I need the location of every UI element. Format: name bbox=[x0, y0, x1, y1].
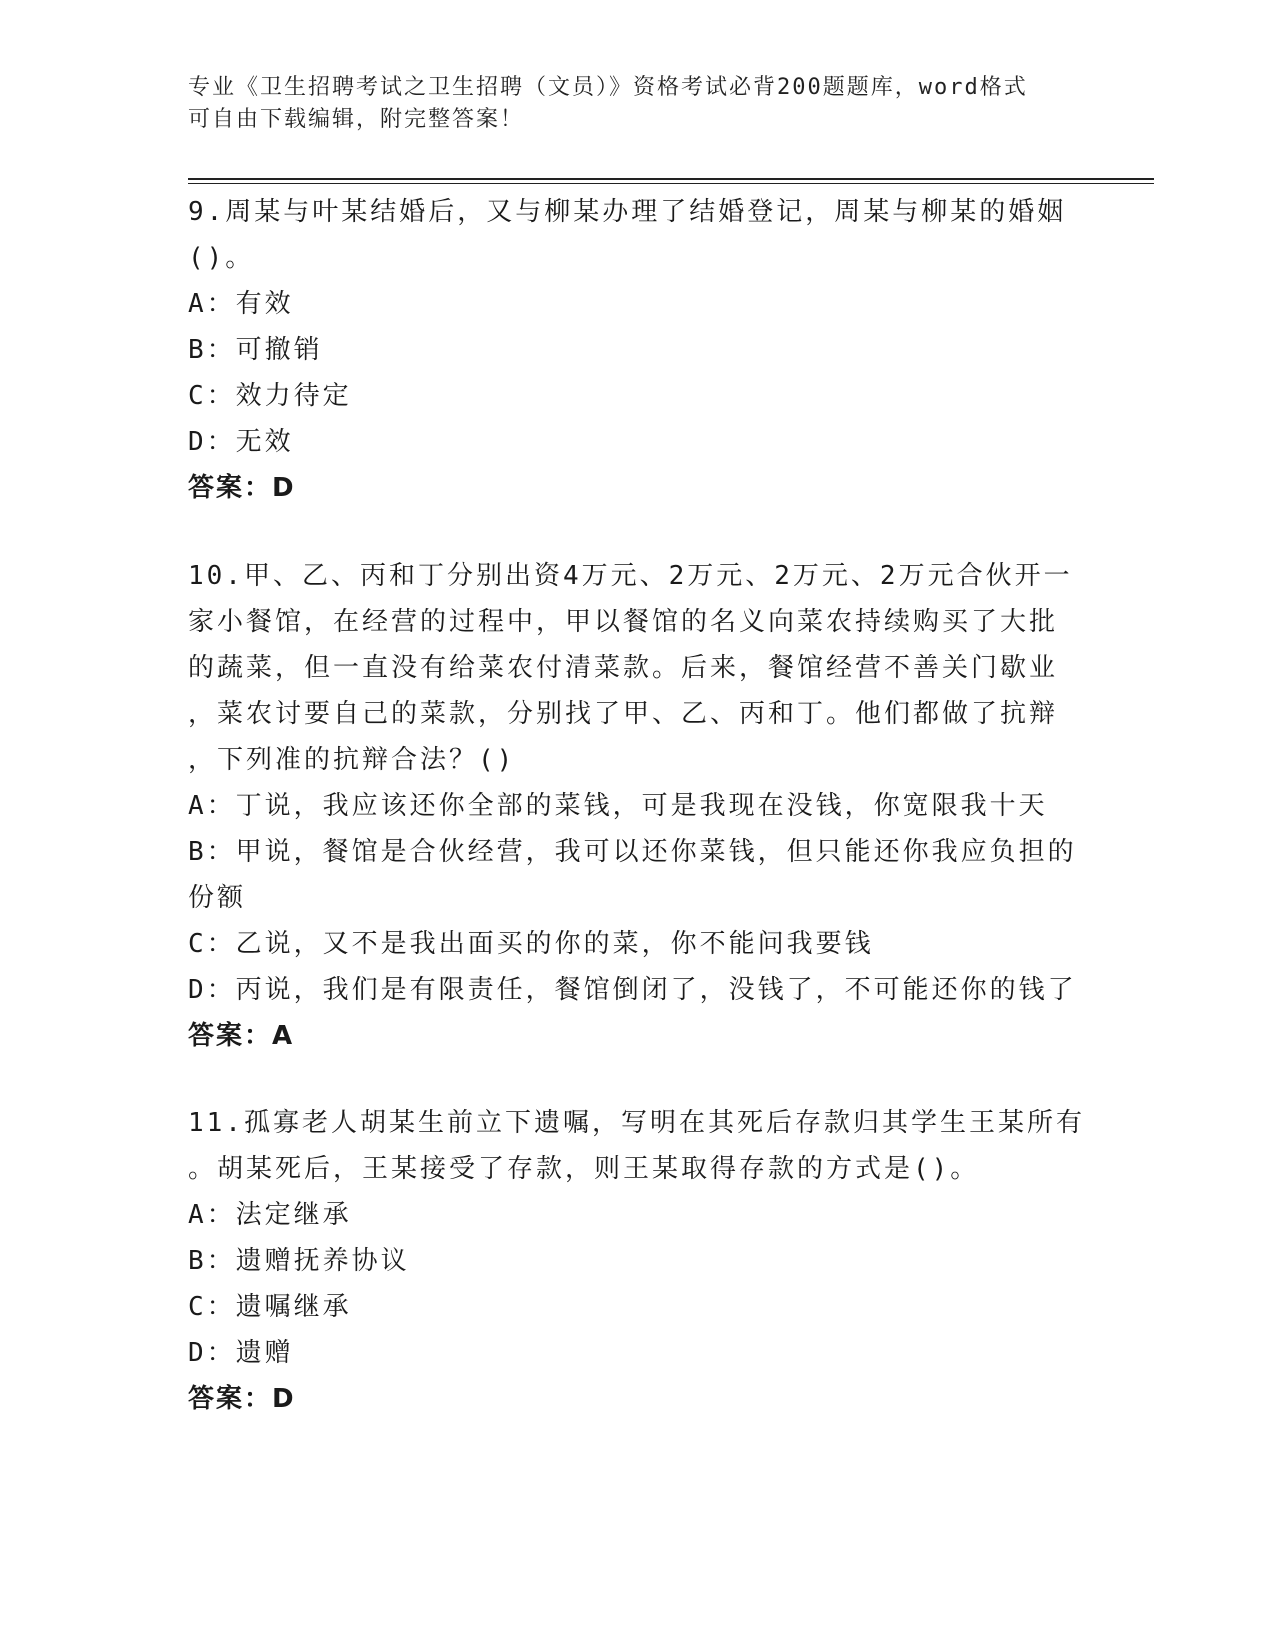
option-b: B：甲说，餐馆是合伙经营，我可以还你菜钱，但只能还你我应负担的 bbox=[188, 837, 1077, 867]
option-b-continuation: 份额 bbox=[188, 883, 247, 913]
question-text-line: ，菜农讨要自己的菜款，分别找了甲、乙、丙和丁。他们都做了抗辩 bbox=[188, 699, 1059, 729]
question-9 bbox=[188, 189, 1088, 511]
question-text-line: ，下列准的抗辩合法？() bbox=[188, 745, 516, 775]
question-text-line: 家小餐馆，在经营的过程中，甲以餐馆的名义向菜农持续购买了大批 bbox=[188, 607, 1059, 637]
option-c: C：遗嘱继承 bbox=[188, 1292, 352, 1322]
question-11 bbox=[188, 1100, 1088, 1422]
option-c: C：乙说，又不是我出面买的你的菜，你不能问我要钱 bbox=[188, 929, 874, 959]
option-a: A：法定继承 bbox=[188, 1200, 352, 1230]
option-d: D：遗赠 bbox=[188, 1338, 294, 1368]
option-a: A：有效 bbox=[188, 289, 294, 319]
question-text-line: 的蔬菜，但一直没有给菜农付清菜款。后来，餐馆经营不善关门歇业 bbox=[188, 653, 1059, 683]
option-b: B：遗赠抚养协议 bbox=[188, 1246, 410, 1276]
answer-label: 答案：D bbox=[188, 473, 296, 503]
header-line: 可自由下载编辑，附完整答案！ bbox=[188, 107, 525, 132]
option-d: D：丙说，我们是有限责任，餐馆倒闭了，没钱了，不可能还你的钱了 bbox=[188, 975, 1077, 1005]
question-text-line: 10.甲、乙、丙和丁分别出资4万元、2万元、2万元、2万元合伙开一 bbox=[188, 561, 1073, 591]
header-rule-thin bbox=[188, 183, 1154, 184]
question-text-line: 11.孤寡老人胡某生前立下遗嘱，写明在其死后存款归其学生王某所有 bbox=[188, 1108, 1085, 1138]
question-text-line: ()。 bbox=[188, 243, 255, 273]
question-10 bbox=[188, 553, 1088, 1059]
header-rule-thick bbox=[188, 178, 1154, 180]
option-a: A：丁说，我应该还你全部的菜钱，可是我现在没钱，你宽限我十天 bbox=[188, 791, 1048, 821]
answer-label: 答案：A bbox=[188, 1021, 295, 1051]
option-c: C：效力待定 bbox=[188, 381, 352, 411]
answer-label: 答案：D bbox=[188, 1384, 296, 1414]
option-b: B：可撤销 bbox=[188, 335, 323, 365]
header-line: 专业《卫生招聘考试之卫生招聘（文员）》资格考试必背200题题库，word格式 bbox=[188, 75, 1028, 100]
question-text-line: 。胡某死后，王某接受了存款，则王某取得存款的方式是()。 bbox=[188, 1154, 980, 1184]
option-d: D：无效 bbox=[188, 427, 294, 457]
page-header bbox=[188, 72, 1088, 136]
question-text-line: 9.周某与叶某结婚后，又与柳某办理了结婚登记，周某与柳某的婚姻 bbox=[188, 197, 1067, 227]
